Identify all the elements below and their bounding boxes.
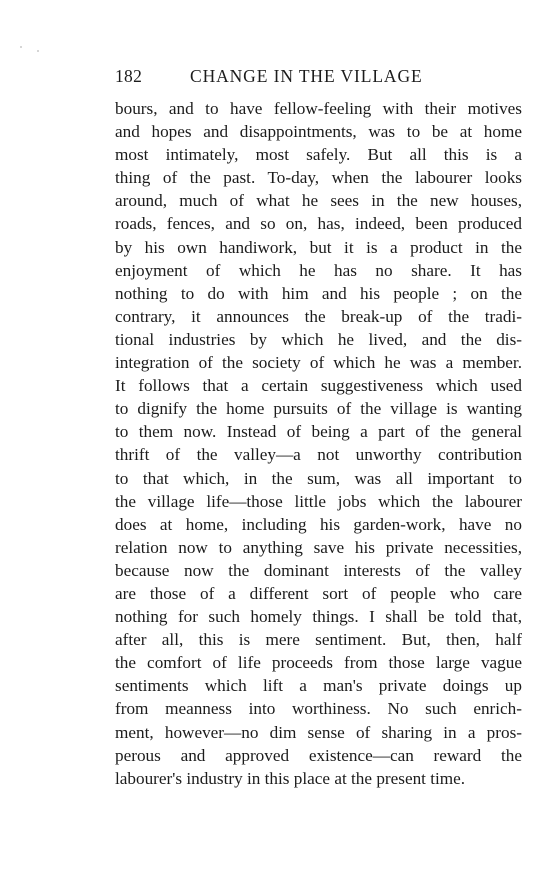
text-line: to that which, in the sum, was all important to — [115, 468, 522, 488]
text-line: to them now. Instead of being a part of the general — [115, 422, 522, 442]
text-line: nothing for such homely things. I shall be told that, — [115, 607, 522, 627]
text-line: thing of the past. To-day, when the labourer looks — [115, 168, 522, 188]
text-line: the comfort of life proceeds from those large vague — [115, 653, 522, 673]
text-line: relation now to anything save his private necessities, — [115, 537, 522, 557]
page-header — [115, 66, 523, 92]
text-line: integration of the society of which he was a member. — [115, 353, 522, 373]
scan-speck — [37, 50, 39, 52]
text-line: thrift of the valley—a not unworthy contribution — [115, 445, 522, 465]
running-title: CHANGE IN THE VILLAGE — [190, 66, 423, 86]
page-number: 182 — [115, 66, 143, 86]
text-line: the village life—those little jobs which the labourer — [115, 491, 522, 511]
text-line: by his own handiwork, but it is a product in the — [115, 237, 522, 257]
text-line: because now the dominant interests of the valley — [115, 560, 522, 580]
text-line: roads, fences, and so on, has, indeed, been produced — [115, 214, 522, 234]
text-line: after all, this is mere sentiment. But, then, half — [115, 630, 522, 650]
text-line: sentiments which lift a man's private doings up — [115, 676, 522, 696]
text-line: and hopes and disappointments, was to be at home — [115, 122, 522, 142]
body-text — [115, 97, 522, 790]
text-line: does at home, including his garden-work, have no — [115, 514, 522, 534]
text-line: around, much of what he sees in the new houses, — [115, 191, 522, 211]
text-line: contrary, it announces the break-up of the tradi- — [115, 306, 522, 326]
text-line: most intimately, most safely. But all this is a — [115, 145, 522, 165]
text-line: from meanness into worthiness. No such enrich- — [115, 699, 522, 719]
text-line: bours, and to have fellow-feeling with their motives — [115, 99, 522, 118]
text-line: It follows that a certain suggestiveness which used — [115, 376, 522, 396]
text-line: perous and approved existence—can reward the — [115, 745, 522, 765]
text-line: nothing to do with him and his people ; on the — [115, 283, 522, 303]
text-line: are those of a different sort of people who care — [115, 583, 522, 603]
text-line: to dignify the home pursuits of the village is wanting — [115, 399, 522, 419]
text-line: tional industries by which he lived, and the dis- — [115, 329, 522, 349]
text-line: labourer's industry in this place at the present time. — [115, 768, 466, 788]
text-line: ment, however—no dim sense of sharing in a pros- — [115, 722, 522, 742]
scan-speck — [20, 46, 22, 48]
text-line: enjoyment of which he has no share. It has — [115, 260, 522, 280]
